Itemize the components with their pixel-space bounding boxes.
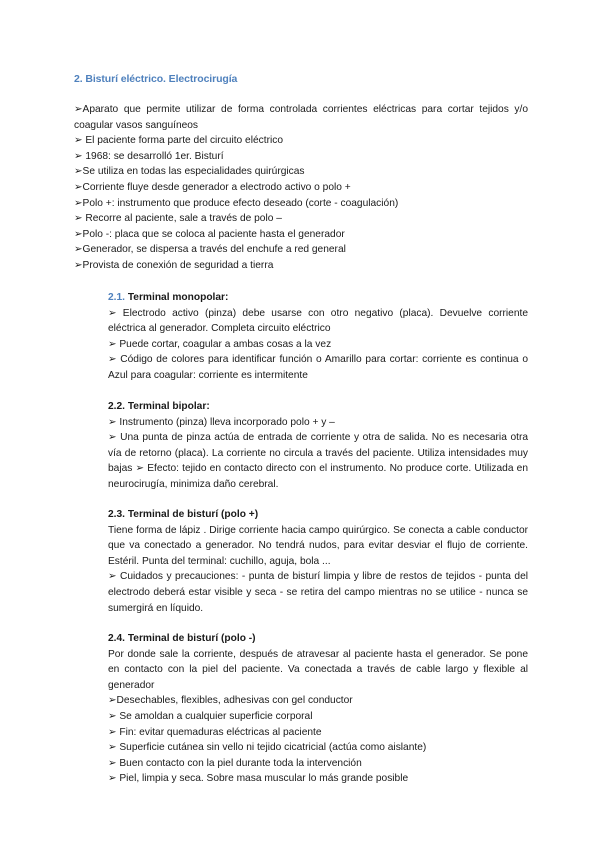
paragraph: ➢ Puede cortar, coagular a ambas cosas a la vez: [108, 338, 332, 350]
paragraph: ➢ Código de colores para identificar función o Amarillo para cortar: corriente es continua o Azul para coagular: corriente es intermitente: [108, 354, 528, 381]
subsection-bisturi-positive: [108, 507, 528, 616]
intro-item: ➢Polo +: instrumento que produce efecto deseado (corte - coagulación): [74, 197, 399, 209]
list-item: ➢ Se amoldan a cualquier superficie corporal: [108, 710, 313, 722]
paragraph: Tiene forma de lápiz . Dirige corriente hacia campo quirúrgico. Se conecta a cable conductor que va conectado a generador. No tendrá nudos, para evitar desviar el flujo de corriente. Estéril. Punta del terminal: cuchillo, aguja, bola ...: [108, 524, 528, 567]
intro-item: ➢Se utiliza en todas las especialidades quirúrgicas: [74, 166, 305, 178]
subsection-title: [108, 290, 528, 306]
subsection-number: 2.1.: [108, 292, 125, 303]
paragraph: ➢ Electrodo activo (pinza) debe usarse con otro negativo (placa). Devuelve corriente eléctrica al generador. Completa circuito eléctrico: [108, 307, 528, 335]
subsection-title: 2.3. Terminal de bisturí (polo +): [108, 509, 259, 520]
intro-item: ➢Aparato que permite utilizar de forma controlada corrientes eléctricas para cortar tejidos y/o coagular vasos sanguíneos: [74, 104, 528, 131]
subsection-title: 2.2. Terminal bipolar:: [108, 401, 210, 412]
intro-item: ➢ 1968: se desarrolló 1er. Bisturí: [74, 150, 224, 162]
intro-item: ➢Provista de conexión de seguridad a tierra: [74, 259, 274, 271]
subsection-bisturi-negative: [108, 631, 528, 787]
paragraph: ➢ Una punta de pinza actúa de entrada de corriente y otra de salida. No es necesaria otra vía de retorno (placa). La corriente no circula a través del paciente. Utiliza intensidades muy bajas ➢ Efecto: tejido en contacto directo con el instrumento. No produce corte. Utilizada en neurocirugía, minimiza daño cerebral.: [108, 432, 528, 490]
paragraph: Por donde sale la corriente, después de atravesar al paciente hasta el generador. Se pone en contacto con la piel del paciente. Va conectada a través de cable largo y flexible al generador: [108, 648, 528, 691]
list-item: ➢ Piel, limpia y seca. Sobre masa muscular lo más grande posible: [108, 773, 409, 785]
intro-list: [74, 102, 528, 274]
intro-item: ➢ Recorre al paciente, sale a través de polo –: [74, 213, 282, 225]
intro-item: ➢Generador, se dispersa a través del enchufe a red general: [74, 244, 346, 256]
intro-item: ➢Polo -: placa que se coloca al paciente hasta el generador: [74, 228, 345, 240]
subsection-title-text: Terminal monopolar:: [125, 292, 229, 303]
list-item: ➢ Buen contacto con la piel durante toda la intervención: [108, 757, 362, 769]
intro-item: ➢ El paciente forma parte del circuito eléctrico: [74, 135, 283, 147]
subsection-bipolar: [108, 399, 528, 493]
paragraph: ➢ Cuidados y precauciones: - punta de bisturí limpia y libre de restos de tejidos - punta del electrodo deberá estar visible y seca - se retira del campo mientras no se utilice - nunca se sumergirá en líquido.: [108, 571, 528, 614]
section-title: 2. Bisturí eléctrico. Electrocirugía: [74, 73, 238, 85]
subsection-title: 2.4. Terminal de bisturí (polo -): [108, 633, 256, 644]
list-item: ➢ Fin: evitar quemaduras eléctricas al paciente: [108, 726, 322, 738]
list-item: ➢ Superficie cutánea sin vello ni tejido cicatricial (actúa como aislante): [108, 742, 427, 754]
list-item: ➢Desechables, flexibles, adhesivas con gel conductor: [108, 695, 353, 707]
intro-item: ➢Corriente fluye desde generador a electrodo activo o polo +: [74, 181, 351, 193]
paragraph: ➢ Instrumento (pinza) lleva incorporado polo + y –: [108, 416, 335, 428]
subsection-monopolar: [108, 290, 528, 384]
